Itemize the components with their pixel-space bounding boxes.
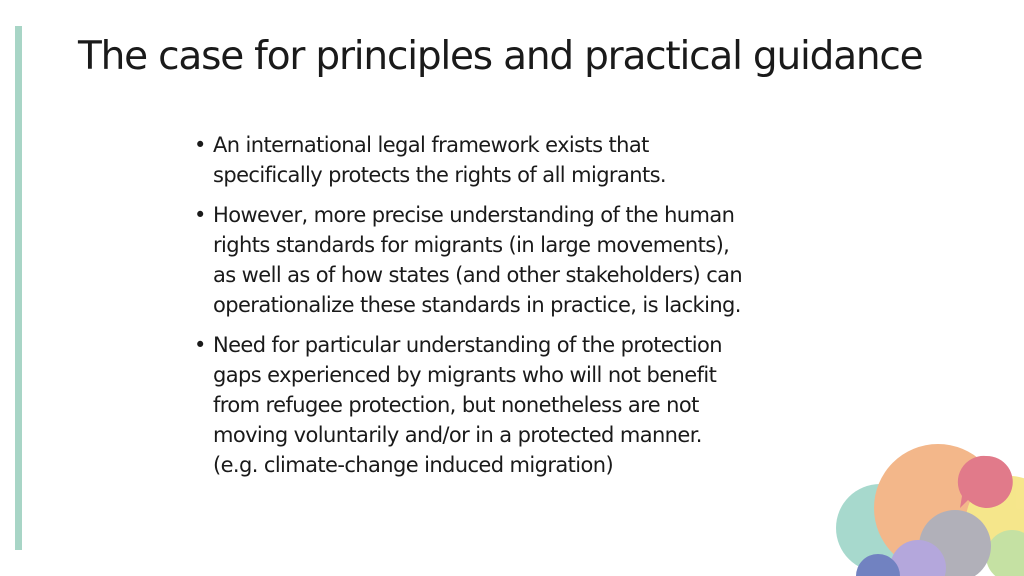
bullet-line: An international legal framework exists that — [213, 133, 649, 157]
bullet-item — [190, 130, 830, 190]
bullet-item — [190, 200, 830, 320]
bullet-dot: • — [194, 203, 206, 227]
bubble-teal — [836, 484, 924, 572]
bullet-item — [190, 330, 830, 480]
bubble-green — [986, 530, 1024, 576]
accent-bar — [15, 26, 22, 550]
bullet-line: as well as of how states (and other stakeholders) can — [213, 263, 743, 287]
bullet-line: rights standards for migrants (in large movements), — [213, 233, 730, 257]
bullet-line: from refugee protection, but nonetheless are not — [213, 393, 699, 417]
bullet-dot: • — [194, 333, 206, 357]
bullet-dot: • — [194, 133, 206, 157]
bullet-line: gaps experienced by migrants who will not benefit — [213, 363, 717, 387]
bubble-red — [958, 456, 1013, 508]
bubble-navy — [856, 554, 900, 576]
bullet-line: (e.g. climate-change induced migration) — [213, 453, 614, 477]
bullet-line: moving voluntarily and/or in a protected manner. — [213, 423, 702, 447]
bubble-orange — [874, 444, 1002, 572]
slide-title: The case for principles and practical guidance — [78, 34, 923, 79]
bullet-line: operationalize these standards in practice, is lacking. — [213, 293, 741, 317]
bullet-line: Need for particular understanding of the protection — [213, 333, 722, 357]
bubble-gray — [919, 510, 991, 576]
bullet-line: specifically protects the rights of all migrants. — [213, 163, 666, 187]
bullet-list — [190, 130, 830, 490]
bullet-line: However, more precise understanding of the human — [213, 203, 735, 227]
bubble-purple — [890, 540, 946, 576]
bubble-yellow — [966, 476, 1024, 564]
